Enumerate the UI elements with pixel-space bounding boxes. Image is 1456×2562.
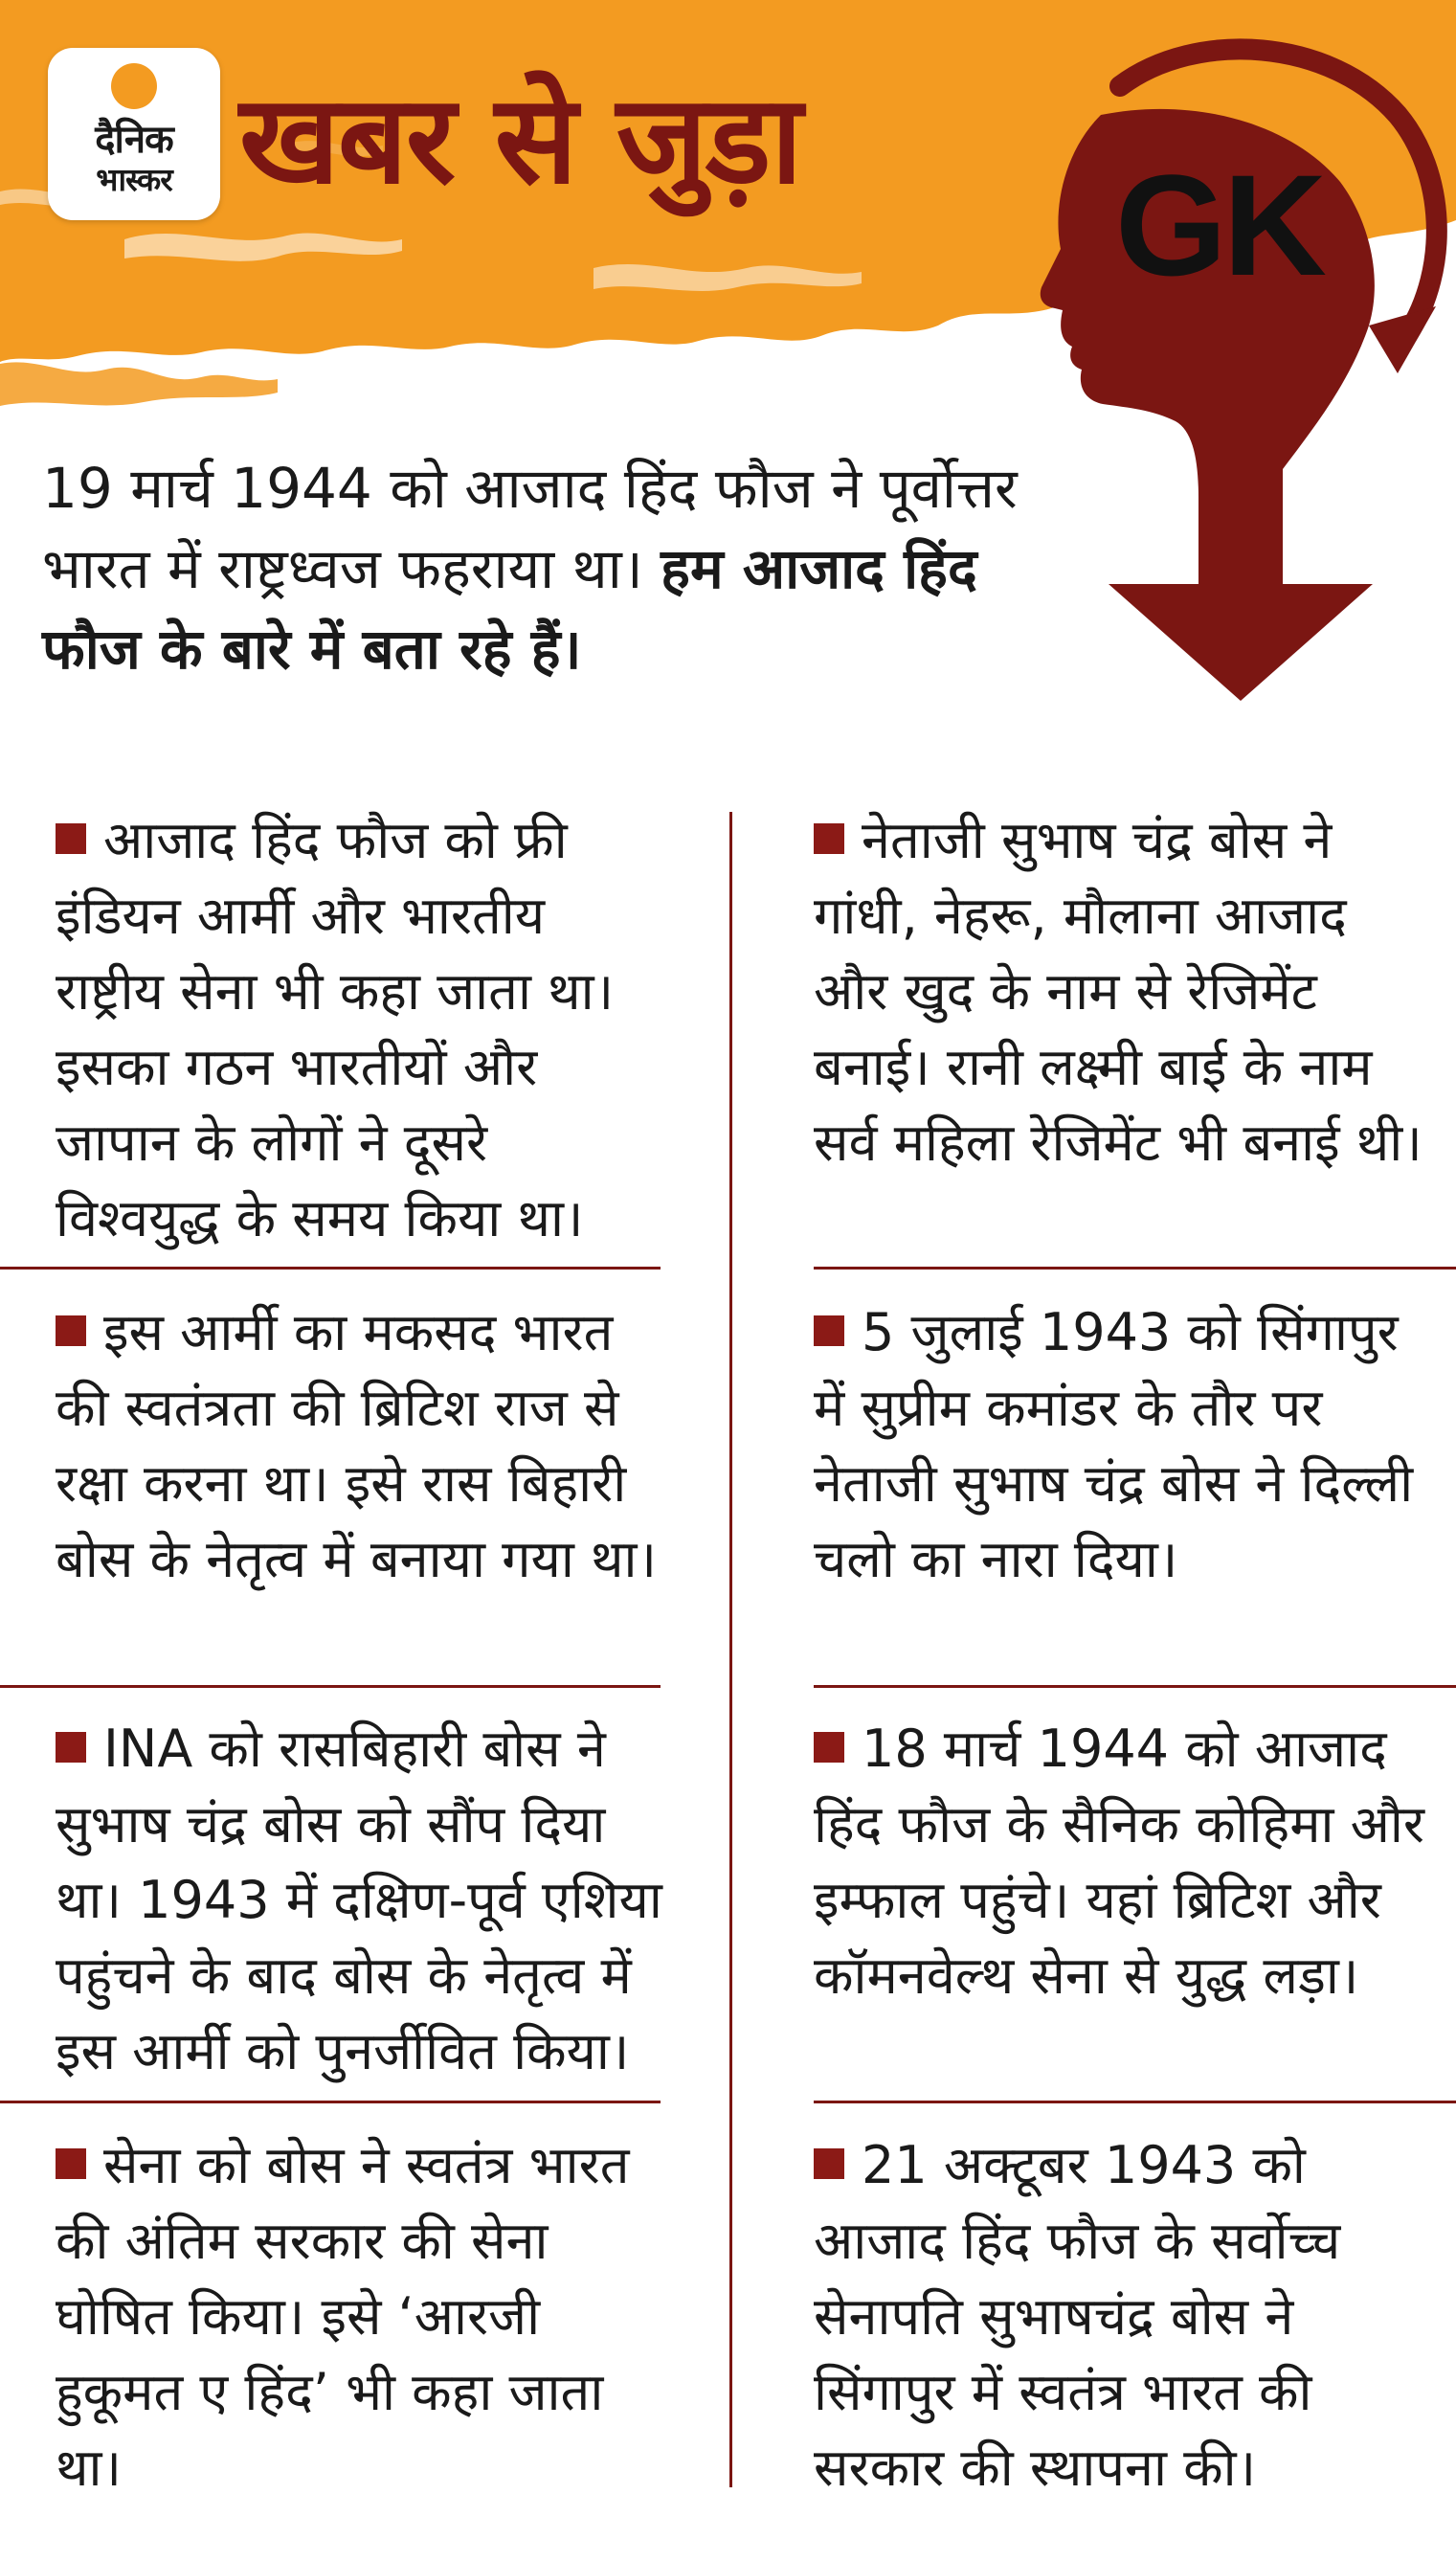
column-divider [729, 812, 732, 2487]
fact-text: 18 मार्च 1944 को आजाद हिंद फौज के सैनिक कोहिमा और इम्फाल पहुंचे। यहां ब्रिटिश और कॉमनवेल्थ सेना से युद्ध लड़ा। [814, 1719, 1424, 2006]
fact-item [814, 2127, 1426, 2506]
gk-badge: GK [1115, 145, 1323, 305]
row-divider [0, 2101, 661, 2103]
fact-item [814, 1294, 1426, 1597]
fact-text: आजाद हिंद फौज को फ्री इंडियन आर्मी और भारतीय राष्ट्रीय सेना भी कहा जाता था। इसका गठन भारतीयों और जापान के लोगों ने दूसरे विश्वयुद्ध के समय किया था। [56, 810, 615, 1248]
fact-item [56, 802, 659, 1256]
intro-bold-text: हम आजाद हिंद फौज के बारे में बता रहे हैं। [42, 536, 977, 682]
logo-text-line1: दैनिक [95, 118, 173, 162]
fact-text: INA को रासबिहारी बोस ने सुभाष चंद्र बोस को सौंप दिया था। 1943 में दक्षिण-पूर्व एशिया पहुंचने के बाद बोस के नेतृत्व में इस आर्मी को पुनर्जीवित किया। [56, 1719, 662, 2081]
square-bullet-icon [56, 1315, 86, 1346]
fact-item [56, 1294, 659, 1597]
sun-icon [111, 63, 157, 109]
fact-item [814, 802, 1426, 1180]
row-divider [814, 1267, 1456, 1270]
intro-plain-text: 19 मार्च 1944 को आजाद हिंद फौज ने पूर्वोत्तर भारत में राष्ट्रध्वज फहराया था। [42, 456, 1018, 601]
square-bullet-icon [56, 823, 86, 854]
intro-paragraph [42, 448, 1047, 689]
fact-text: नेताजी सुभाष चंद्र बोस ने गांधी, नेहरू, मौलाना आजाद और खुद के नाम से रेजिमेंट बनाई। रानी लक्ष्मी बाई के नाम सर्व महिला रेजिमेंट भी बनाई थी। [814, 810, 1422, 1173]
square-bullet-icon [56, 2148, 86, 2179]
row-divider [0, 1685, 661, 1688]
page-title: खबर से जुड़ा [239, 69, 801, 212]
row-divider [814, 1685, 1456, 1688]
row-divider [0, 1267, 661, 1270]
square-bullet-icon [814, 2148, 844, 2179]
square-bullet-icon [814, 1732, 844, 1763]
fact-text: इस आर्मी का मकसद भारत की स्वतंत्रता की ब्रिटिश राज से रक्षा करना था। इसे रास बिहारी बोस के नेतृत्व में बनाया गया था। [56, 1302, 657, 1589]
fact-text: सेना को बोस ने स्वतंत्र भारत की अंतिम सरकार की सेना घोषित किया। इसे ‘आरजी हुकूमत ए हिंद’ भी कहा जाता था। [56, 2135, 630, 2498]
fact-text: 21 अक्टूबर 1943 को आजाद हिंद फौज के सर्वोच्च सेनापति सुभाषचंद्र बोस ने सिंगापुर में स्वतंत्र भारत की सरकार की स्थापना की। [814, 2135, 1341, 2498]
square-bullet-icon [814, 823, 844, 854]
dainik-bhaskar-logo [48, 48, 220, 220]
square-bullet-icon [814, 1315, 844, 1346]
fact-item [56, 1711, 668, 2089]
logo-text-line2: भास्कर [96, 161, 172, 198]
square-bullet-icon [56, 1732, 86, 1763]
fact-text: 5 जुलाई 1943 को सिंगापुर में सुप्रीम कमांडर के तौर पर नेताजी सुभाष चंद्र बोस ने दिल्ली चलो का नारा दिया। [814, 1302, 1414, 1589]
fact-item [814, 1711, 1426, 2013]
fact-item [56, 2127, 659, 2506]
row-divider [814, 2101, 1456, 2103]
